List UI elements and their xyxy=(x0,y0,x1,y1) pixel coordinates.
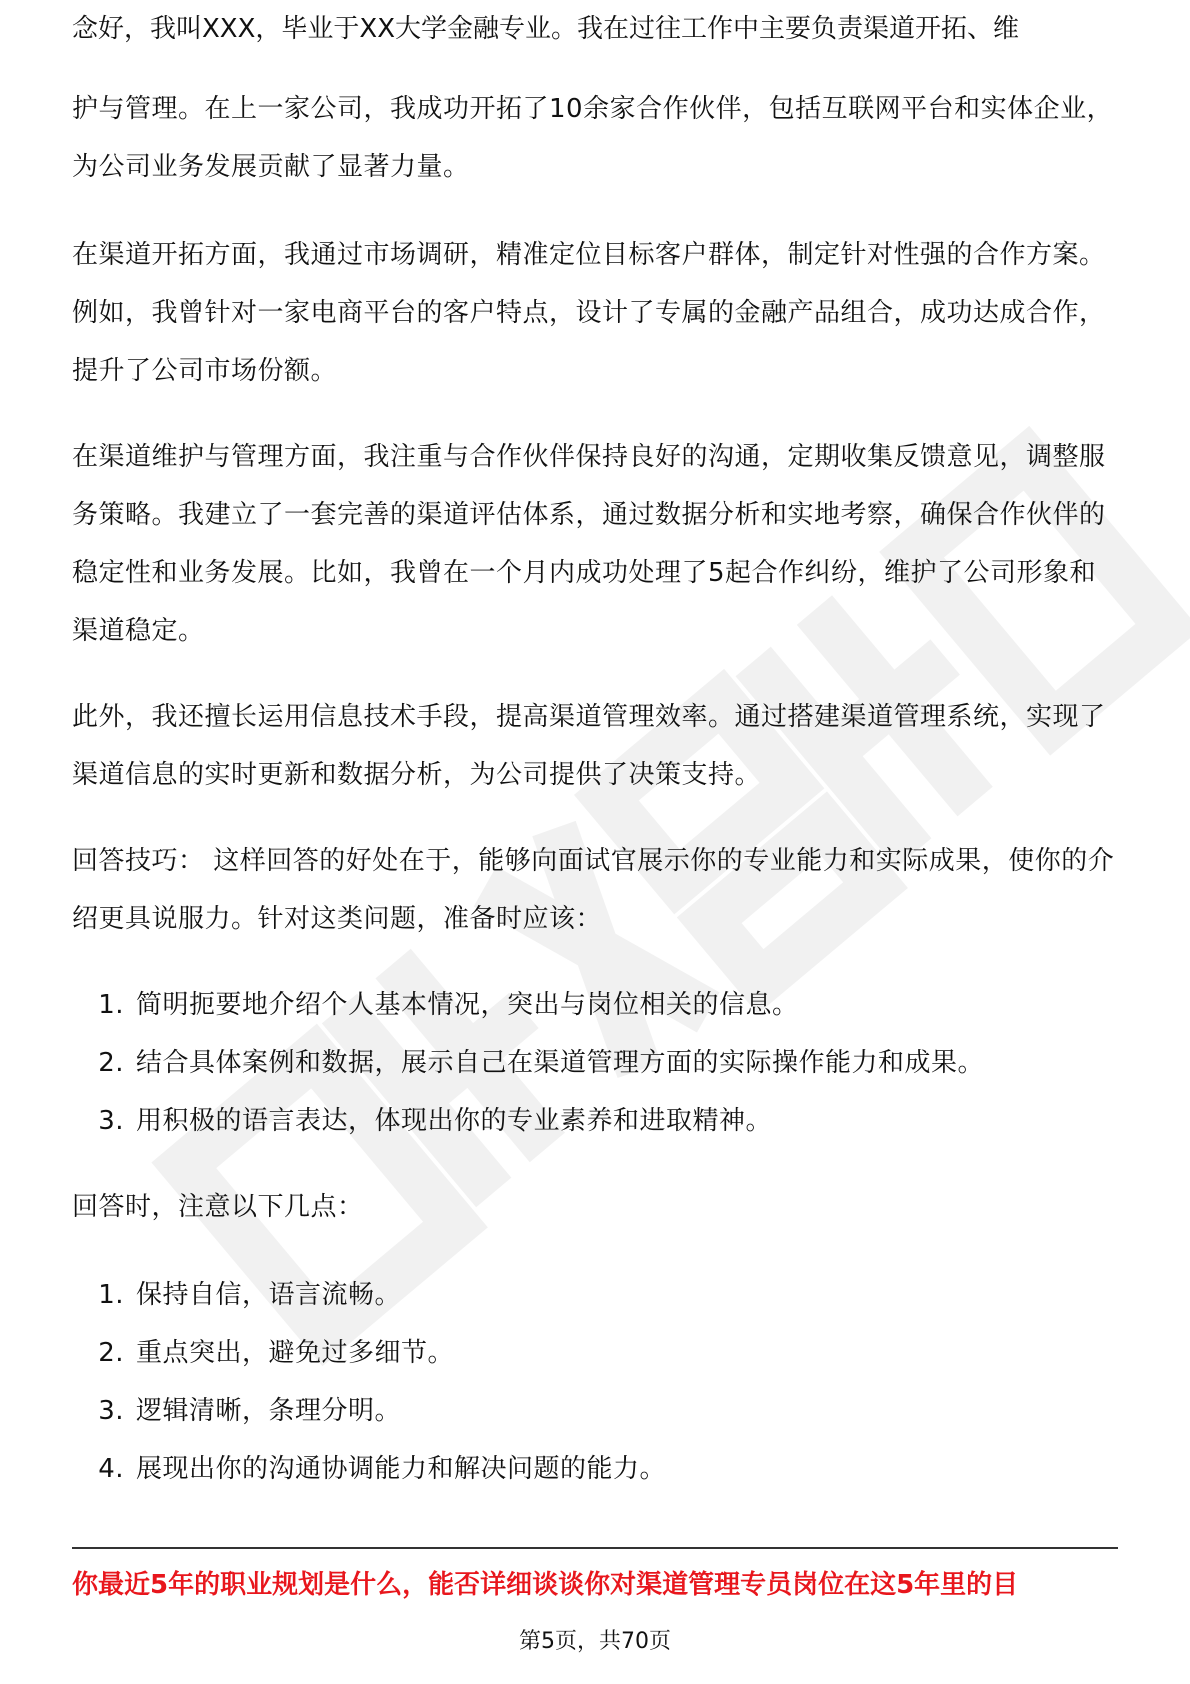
list-item-text: 保持自信，语言流畅。 xyxy=(136,1280,402,1310)
partial-top-line-text: 念好，我叫XXX，毕业于XX大学金融专业。我在过往工作中主要负责渠道开拓、维 xyxy=(72,14,1020,44)
list-item-text: 逻辑清晰，条理分明。 xyxy=(136,1396,402,1426)
list-item xyxy=(72,1324,1118,1382)
list-number: 1. xyxy=(98,1280,124,1310)
paragraph-it-skills: 此外，我还擅长运用信息技术手段，提高渠道管理效率。通过搭建渠道管理系统，实现了渠道信息的实时更新和数据分析，为公司提供了决策支持。 xyxy=(72,702,1106,790)
list-item-text: 重点突出，避免过多细节。 xyxy=(136,1338,455,1368)
paragraph-channel-development: 在渠道开拓方面，我通过市场调研，精准定位目标客户群体，制定针对性强的合作方案。例如，我曾针对一家电商平台的客户特点，设计了专属的金融产品组合，成功达成合作，提升了公司市场份额。 xyxy=(72,240,1106,386)
notes-heading: 回答时，注意以下几点： xyxy=(72,1192,364,1222)
partial-top-line xyxy=(72,14,1118,70)
list-number: 4. xyxy=(98,1454,124,1484)
list-item-text: 展现出你的沟通协调能力和解决问题的能力。 xyxy=(136,1454,667,1484)
next-question-heading: 你最近5年的职业规划是什么，能否详细谈谈你对渠道管理专员岗位在这5年里的目 xyxy=(72,1570,1019,1600)
paragraph-answer-tips: 回答技巧： 这样回答的好处在于，能够向面试官展示你的专业能力和实际成果，使你的介绍更具说服力。针对这类问题，准备时应该： xyxy=(72,846,1115,934)
list-number: 2. xyxy=(98,1048,124,1078)
list-number: 3. xyxy=(98,1106,124,1136)
list-item xyxy=(72,1382,1118,1440)
notes-list xyxy=(72,1266,1118,1498)
list-number: 2. xyxy=(98,1338,124,1368)
list-number: 1. xyxy=(98,990,124,1020)
list-item xyxy=(72,976,1118,1034)
section-divider xyxy=(72,1547,1118,1549)
page-number-footer: 第5页，共70页 xyxy=(519,1629,671,1654)
list-item xyxy=(72,1440,1118,1498)
list-item xyxy=(72,1034,1118,1092)
list-item-text: 用积极的语言表达，体现出你的专业素养和进取精神。 xyxy=(136,1106,773,1136)
list-item xyxy=(72,1092,1118,1150)
paragraph-channel-maintenance: 在渠道维护与管理方面，我注重与合作伙伴保持良好的沟通，定期收集反馈意见，调整服务策略。我建立了一套完善的渠道评估体系，通过数据分析和实地考察，确保合作伙伴的稳定性和业务发展。比如，我曾在一个月内成功处理了5起合作纠纷，维护了公司形象和渠道稳定。 xyxy=(72,442,1106,646)
prep-list xyxy=(72,976,1118,1150)
list-number: 3. xyxy=(98,1396,124,1426)
list-item xyxy=(72,1266,1118,1324)
paragraph-intro-continued: 护与管理。在上一家公司，我成功开拓了10余家合作伙伴，包括互联网平台和实体企业，为公司业务发展贡献了显著力量。 xyxy=(72,94,1114,182)
list-item-text: 简明扼要地介绍个人基本情况，突出与岗位相关的信息。 xyxy=(136,990,799,1020)
list-item-text: 结合具体案例和数据，展示自己在渠道管理方面的实际操作能力和成果。 xyxy=(136,1048,985,1078)
